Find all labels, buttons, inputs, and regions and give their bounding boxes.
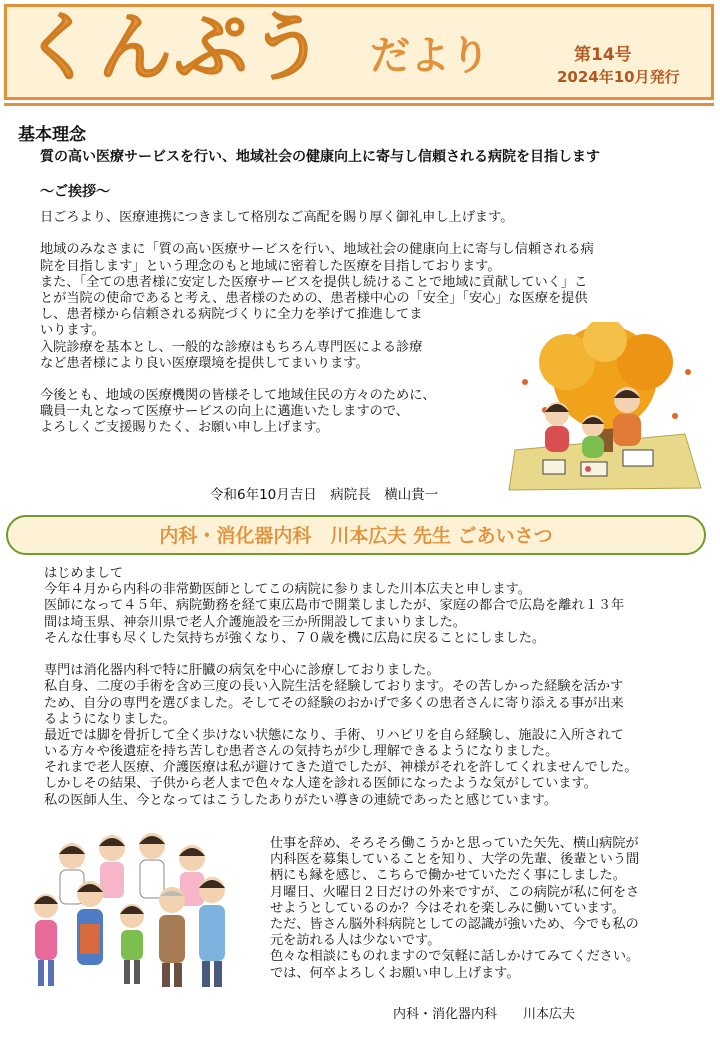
greeting-line: 地域のみなさまに「質の高い医療サービスを行い、地域社会の健康向上に寄与し信頼される病 — [40, 242, 594, 258]
doctor-line: いる方々や後遺症を持ち苦しむ患者さんの気持ちが少し理解できるようになりました。 — [44, 744, 559, 760]
doctor-line: 間は埼玉県、神奈川県で老人介護施設を三か所開設してまいりました。 — [44, 614, 466, 630]
philosophy-text: 質の高い医療サービスを行い、地域社会の健康向上に寄与し信頼される病院を目指します — [40, 149, 600, 165]
director-signature: 令和6年10月吉日 病院長 横山貴一 — [210, 487, 439, 503]
greeting-line: など患者様により良い医療環境を提供してまいります。 — [40, 355, 369, 371]
greeting-heading: ～ご挨拶～ — [40, 184, 110, 200]
greeting-line: また、「全ての患者様に安定した医療サービスを提供し続けることで地域に貢献していく」こ — [40, 274, 588, 290]
greeting-line: とが当院の使命であると考え、患者様のための、患者様中心の「安全」「安心」な医療を提供 — [40, 290, 588, 306]
doctor-greeting-title: 内科・消化器内科 川本広夫 先生 ごあいさつ — [159, 525, 553, 547]
doctor-line: 私の医師人生、今となってはこうしたありがたい導きの連続であったと感じています。 — [44, 792, 558, 808]
doctor-body-continued — [270, 836, 639, 982]
doctor-line: はじめまして — [44, 566, 124, 581]
doctor-line: 仕事を辞め、そろそろ働こうかと思っていた矢先、横山病院が — [270, 836, 639, 851]
doctor-line: ため、自分の専門を選びました。そしてその経験のおかげで多くの患者さんに寄り添える事が出来 — [44, 695, 624, 711]
doctor-line: では、何卒よろしくお願い申し上げます。 — [270, 965, 520, 981]
doctor-signature: 内科・消化器内科 川本広夫 — [393, 1007, 576, 1022]
greeting-line: いります。 — [40, 323, 105, 339]
doctor-line: 医師になって４５年、病院勤務を経て東広島市で開業しましたが、家庭の都合で広島を離れ１３年 — [44, 598, 625, 614]
doctor-line: それまで老人医療、介護医療は私が避けてきた道でしたが、神様がそれを許してくれませんでした。 — [44, 760, 638, 776]
doctor-line: 柄にも縁を感じ、こちらで働かせていただく事にしました。 — [270, 868, 626, 884]
newsletter-subtitle: だより — [370, 33, 490, 79]
issue-number: 第14号 — [574, 45, 632, 65]
doctor-line: 色々な相談にものれますので気軽に話しかけてみてください。 — [270, 949, 640, 965]
doctor-line: しかしその結果、子供から老人まで色々な人達を診れる医師になったような気がしています。 — [44, 776, 597, 792]
philosophy-heading: 基本理念 — [18, 125, 86, 145]
doctor-line: 専門は消化器内科で特に肝臓の病気を中心に診療しておりました。 — [44, 663, 440, 679]
doctor-line: るようになりました。 — [44, 711, 176, 727]
doctor-line: 月曜日、火曜日２日だけの外来ですが、この病院が私に何をさ — [270, 884, 640, 900]
doctor-body — [44, 566, 637, 809]
greeting-line: よろしくご支援賜りたく、お願い申し上げます。 — [40, 420, 329, 436]
doctor-line: ただ、皆さん脳外科病院としての認識が強いため、今でも私の — [270, 916, 639, 932]
medical-staff-illustration — [14, 828, 250, 998]
greeting-line: 院を目指します」という理念のもと地域に密着した医療を目指しております。 — [40, 258, 501, 274]
doctor-line: 最近では脚を骨折して全く歩けない状態になり、手術、リハビリを自ら経験し、施設に入所されて — [44, 727, 624, 743]
doctor-line: そんな仕事も尽くした気持ちが強くなり、７０歳を機に広島に戻ることにしました。 — [44, 630, 546, 646]
doctor-line — [44, 647, 637, 663]
greeting-line: し、患者様から信頼される病院づくりに全力を挙げて推進してま — [40, 307, 423, 323]
greeting-line: 今後とも、地域の医療機関の皆様そして地域住民の方々のために、 — [40, 388, 436, 404]
autumn-picnic-illustration — [505, 322, 705, 492]
newsletter-title: くんぷう — [22, 5, 326, 91]
greeting-line: 入院診療を基本とし、一般的な診療はもちろん専門医による診療 — [40, 339, 423, 355]
greeting-line: 職員一丸となって医療サービスの向上に邁進いたしますので、 — [40, 404, 409, 420]
header-divider — [4, 103, 714, 106]
issue-date: 2024年10月発行 — [557, 68, 680, 86]
greeting-line — [40, 226, 594, 242]
doctor-line: 今年４月から内科の非常勤医師としてこの病院に参りました川本広夫と申します。 — [44, 582, 531, 598]
doctor-line: 内科医を募集していることを知り、大学の先輩、後輩という間 — [270, 852, 640, 868]
doctor-line: 私自身、二度の手術を含め三度の長い入院生活を経験しております。その苦しかった経験を活かす — [44, 679, 624, 695]
doctor-line: 元を訪れる人は少ないです。 — [270, 933, 441, 949]
greeting-line: 日ごろより、医療連携につきまして格別なご高配を賜り厚く御礼申し上げます。 — [40, 210, 514, 225]
doctor-line: せようとしているのか？今はそれを楽しみに働いています。 — [270, 900, 626, 916]
